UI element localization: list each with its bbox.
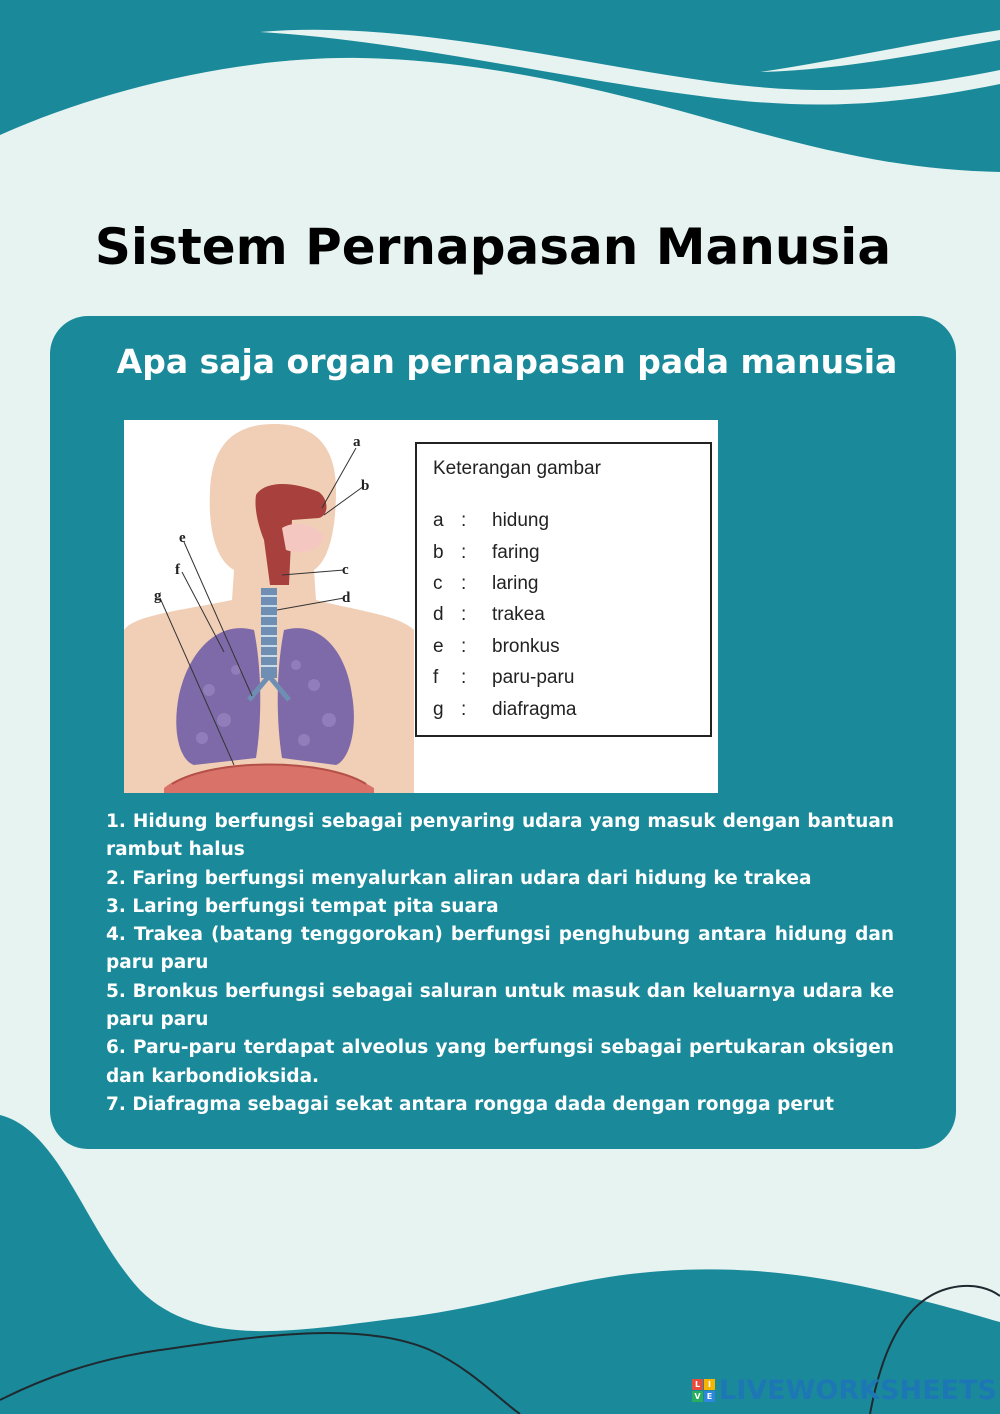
- pointer-label-c: c: [342, 562, 349, 578]
- legend-value: bronkus: [492, 636, 560, 657]
- note-item: 4. Trakea (batang tenggorokan) berfungsi penghubung antara hidung dan paru paru: [106, 924, 894, 974]
- note-item: 5. Bronkus berfungsi sebagai saluran untuk masuk dan keluarnya udara ke paru paru: [106, 980, 894, 1031]
- page-title: Sistem Pernapasan Manusia: [94, 218, 892, 276]
- respiratory-diagram: [124, 420, 718, 793]
- legend-key: e: [433, 636, 444, 657]
- logo-text: LIVEWORKSHEETS: [719, 1374, 997, 1406]
- pointer-label-f: f: [175, 562, 180, 578]
- legend-value: trakea: [492, 604, 545, 625]
- legend-key: d: [433, 604, 444, 625]
- legend-sep: :: [461, 699, 467, 720]
- note-item: 1. Hidung berfungsi sebagai penyaring udara yang masuk dengan bantuan rambut halus: [106, 811, 894, 861]
- legend-value: laring: [492, 573, 539, 594]
- liveworksheets-logo[interactable]: [692, 1374, 997, 1406]
- legend-sep: :: [461, 667, 467, 688]
- pointer-label-g: g: [154, 588, 162, 604]
- legend-sep: :: [461, 604, 467, 625]
- legend-key: a: [433, 510, 444, 531]
- legend-key: f: [433, 667, 439, 688]
- note-item: 2. Faring berfungsi menyalurkan aliran udara dari hidung ke trakea: [106, 867, 812, 889]
- legend-sep: :: [461, 636, 467, 657]
- card-subtitle: Apa saja organ pernapasan pada manusia: [116, 342, 898, 381]
- pointer-label-e: e: [179, 530, 186, 546]
- pointer-label-d: d: [342, 590, 351, 606]
- organ-function-list: [106, 808, 894, 1119]
- legend-value: diafragma: [492, 699, 577, 720]
- legend-key: b: [433, 542, 444, 563]
- bottom-wave: [0, 1115, 1000, 1414]
- legend-sep: :: [461, 542, 467, 563]
- respiratory-illustration: [124, 420, 414, 793]
- pointer-label-b: b: [361, 478, 370, 494]
- legend-key: g: [433, 699, 444, 720]
- top-wave: [0, 0, 1000, 172]
- note-item: 7. Diafragma sebagai sekat antara rongga dada dengan rongga perut: [106, 1093, 835, 1115]
- note-item: 6. Paru-paru terdapat alveolus yang berfungsi sebagai pertukaran oksigen dan karbondioksida.: [106, 1037, 894, 1087]
- legend-sep: :: [461, 510, 467, 531]
- note-item: 3. Laring berfungsi tempat pita suara: [106, 895, 499, 917]
- legend-value: faring: [492, 542, 540, 563]
- pointer-label-a: a: [353, 434, 361, 450]
- logo-grid-icon: L I V E: [692, 1379, 715, 1402]
- trachea: [261, 588, 277, 678]
- legend-box: [415, 442, 712, 737]
- legend-title: Keterangan gambar: [433, 458, 601, 479]
- legend-value: hidung: [492, 510, 550, 531]
- legend-sep: :: [461, 573, 467, 594]
- legend-key: c: [433, 573, 443, 594]
- legend-value: paru-paru: [492, 667, 575, 688]
